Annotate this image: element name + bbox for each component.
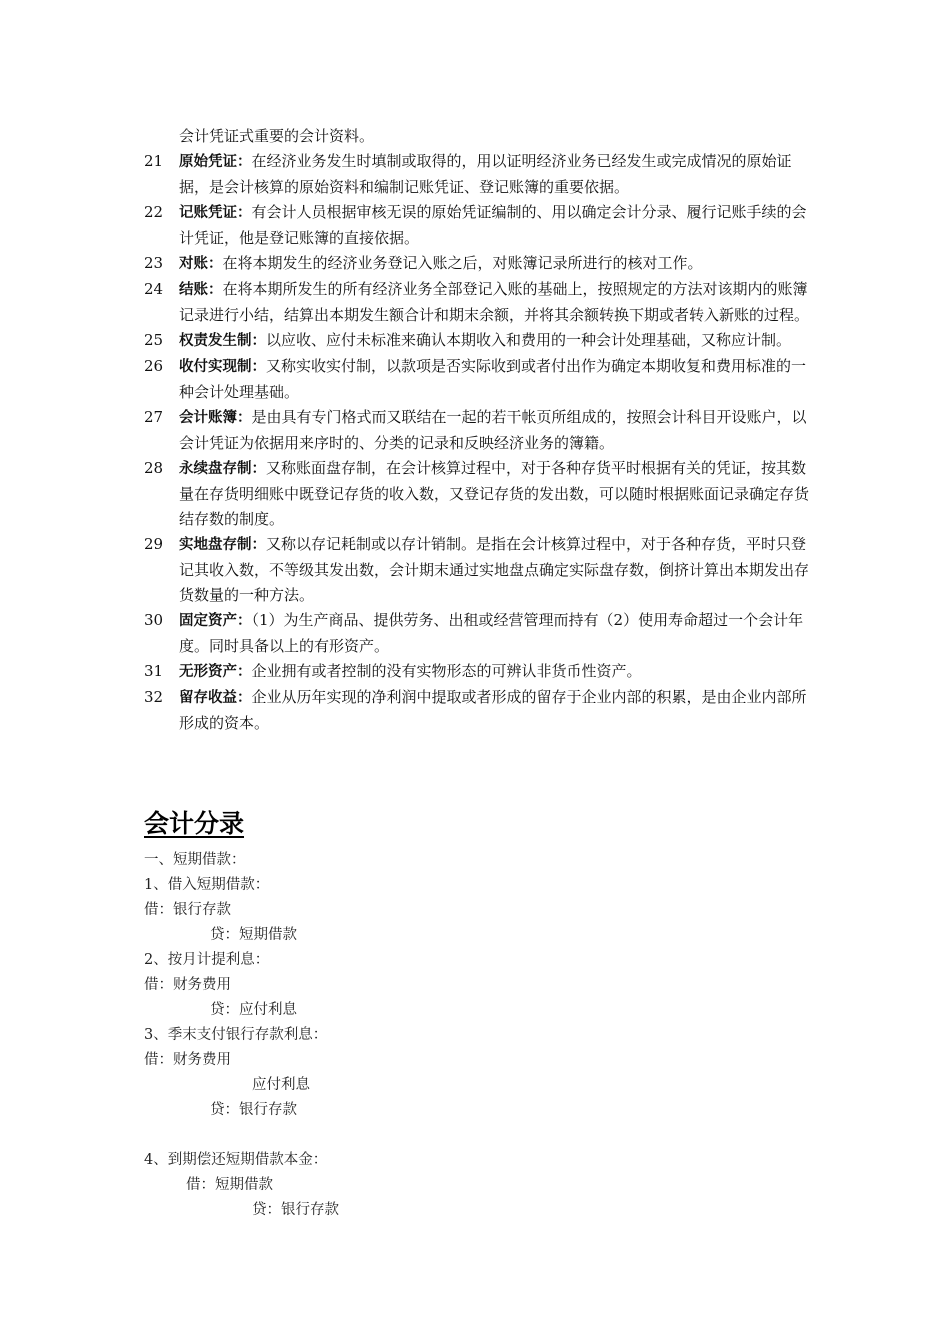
definition-number: 27	[144, 408, 164, 426]
definition-item	[144, 608, 814, 659]
entry-line: 应付利息	[252, 1077, 310, 1093]
entry-line: 贷：银行存款	[252, 1202, 339, 1218]
definition-item	[144, 685, 814, 736]
definition-item	[144, 149, 814, 200]
continuation-text: 会计凭证式重要的会计资料。	[179, 127, 375, 145]
definition-item	[144, 405, 814, 456]
definition-text: 在将本期所发生的所有经济业务全部登记入账的基础上，按照规定的方法对该期内的账簿记录进行小结，结算出本期发生额合计和期末余额，并将其余额转换下期或者转入新账的过程。	[179, 280, 810, 324]
definition-term: 结账：	[179, 282, 223, 298]
entry-line: 4、到期偿还短期借款本金：	[144, 1152, 328, 1168]
definition-item	[144, 200, 814, 251]
definition-item	[144, 354, 814, 405]
definition-term: 实地盘存制：	[179, 537, 266, 553]
definition-number: 30	[144, 611, 164, 629]
entry-line: 借：短期借款	[186, 1177, 273, 1193]
definition-term: 永续盘存制：	[179, 461, 266, 477]
definition-term: 记账凭证：	[179, 205, 252, 221]
definition-text: 企业拥有或者控制的没有实物形态的可辨认非货币性资产。	[251, 662, 642, 680]
definition-text: 有会计人员根据审核无误的原始凭证编制的、用以确定会计分录、履行记账手续的会计凭证，他是登记账簿的直接依据。	[179, 203, 807, 247]
definition-text: 以应收、应付未标准来确认本期收入和费用的一种会计处理基础，又称应计制。	[266, 331, 792, 349]
definition-item	[144, 532, 814, 608]
definition-term: 会计账簿：	[179, 410, 252, 426]
definition-item	[144, 277, 814, 328]
entry-line: 借：银行存款	[144, 902, 231, 918]
journal-entries	[144, 848, 644, 1223]
entry-line: 借：财务费用	[144, 977, 231, 993]
definition-term: 留存收益：	[179, 690, 252, 706]
definition-number: 25	[144, 331, 164, 349]
blank-line	[144, 1123, 644, 1148]
definition-number: 26	[144, 357, 164, 375]
definition-text: （1）为生产商品、提供劳务、出租或经营管理而持有（2）使用寿命超过一个会计年度。同时具备以上的有形资产。	[179, 611, 804, 655]
definition-number: 23	[144, 254, 164, 272]
definition-number: 28	[144, 459, 164, 477]
definition-number: 21	[144, 152, 164, 170]
section-title: 会计分录	[144, 809, 245, 838]
entry-line: 贷：应付利息	[210, 1002, 297, 1018]
definition-number: 22	[144, 203, 164, 221]
definition-text: 在经济业务发生时填制或取得的，用以证明经济业务已经发生或完成情况的原始证据，是会计核算的原始资料和编制记账凭证、登记账簿的重要依据。	[179, 152, 792, 196]
entry-line: 2、按月计提利息：	[144, 952, 270, 968]
definition-list	[144, 149, 814, 736]
definition-text: 又称实收实付制，以款项是否实际收到或者付出作为确定本期收复和费用标准的一种会计处理基础。	[179, 357, 807, 401]
entry-line: 贷：银行存款	[210, 1102, 297, 1118]
definition-item	[144, 251, 814, 277]
definition-term: 无形资产：	[179, 664, 252, 680]
definition-text: 又称账面盘存制，在会计核算过程中，对于各种存货平时根据有关的凭证，按其数量在存货明细账中既登记存货的收入数，又登记存货的发出数，可以随时根据账面记录确定存货结存数的制度。	[179, 459, 810, 528]
definition-text: 在将本期发生的经济业务登记入账之后，对账簿记录所进行的核对工作。	[222, 254, 703, 272]
definition-item	[144, 328, 814, 354]
definition-item	[144, 456, 814, 532]
entry-line: 贷：短期借款	[210, 927, 297, 943]
entry-line: 借：财务费用	[144, 1052, 231, 1068]
definition-term: 原始凭证：	[179, 154, 252, 170]
definition-text: 又称以存记耗制或以存计销制。是指在会计核算过程中，对于各种存货，平时只登记其收入数，不等级其发出数，会计期末通过实地盘点确定实际盘存数，倒挤计算出本期发出存货数量的一种方法。	[179, 535, 810, 604]
definition-number: 31	[144, 662, 164, 680]
definition-number: 29	[144, 535, 164, 553]
definition-item	[144, 659, 814, 685]
definition-number: 24	[144, 280, 164, 298]
entry-line: 1、借入短期借款：	[144, 877, 270, 893]
definition-term: 对账：	[179, 256, 223, 272]
definition-term: 权责发生制：	[179, 333, 266, 349]
entry-line: 一、短期借款：	[144, 852, 246, 868]
definition-text: 企业从历年实现的净利润中提取或者形成的留存于企业内部的积累，是由企业内部所形成的资本。	[179, 688, 807, 732]
entry-line: 3、季末支付银行存款利息：	[144, 1027, 328, 1043]
definition-term: 固定资产：	[179, 613, 252, 629]
definition-term: 收付实现制：	[179, 359, 266, 375]
definition-number: 32	[144, 688, 164, 706]
definition-text: 是由具有专门格式而又联结在一起的若干帐页所组成的，按照会计科目开设账户，以会计凭证为依据用来序时的、分类的记录和反映经济业务的簿籍。	[179, 408, 807, 452]
